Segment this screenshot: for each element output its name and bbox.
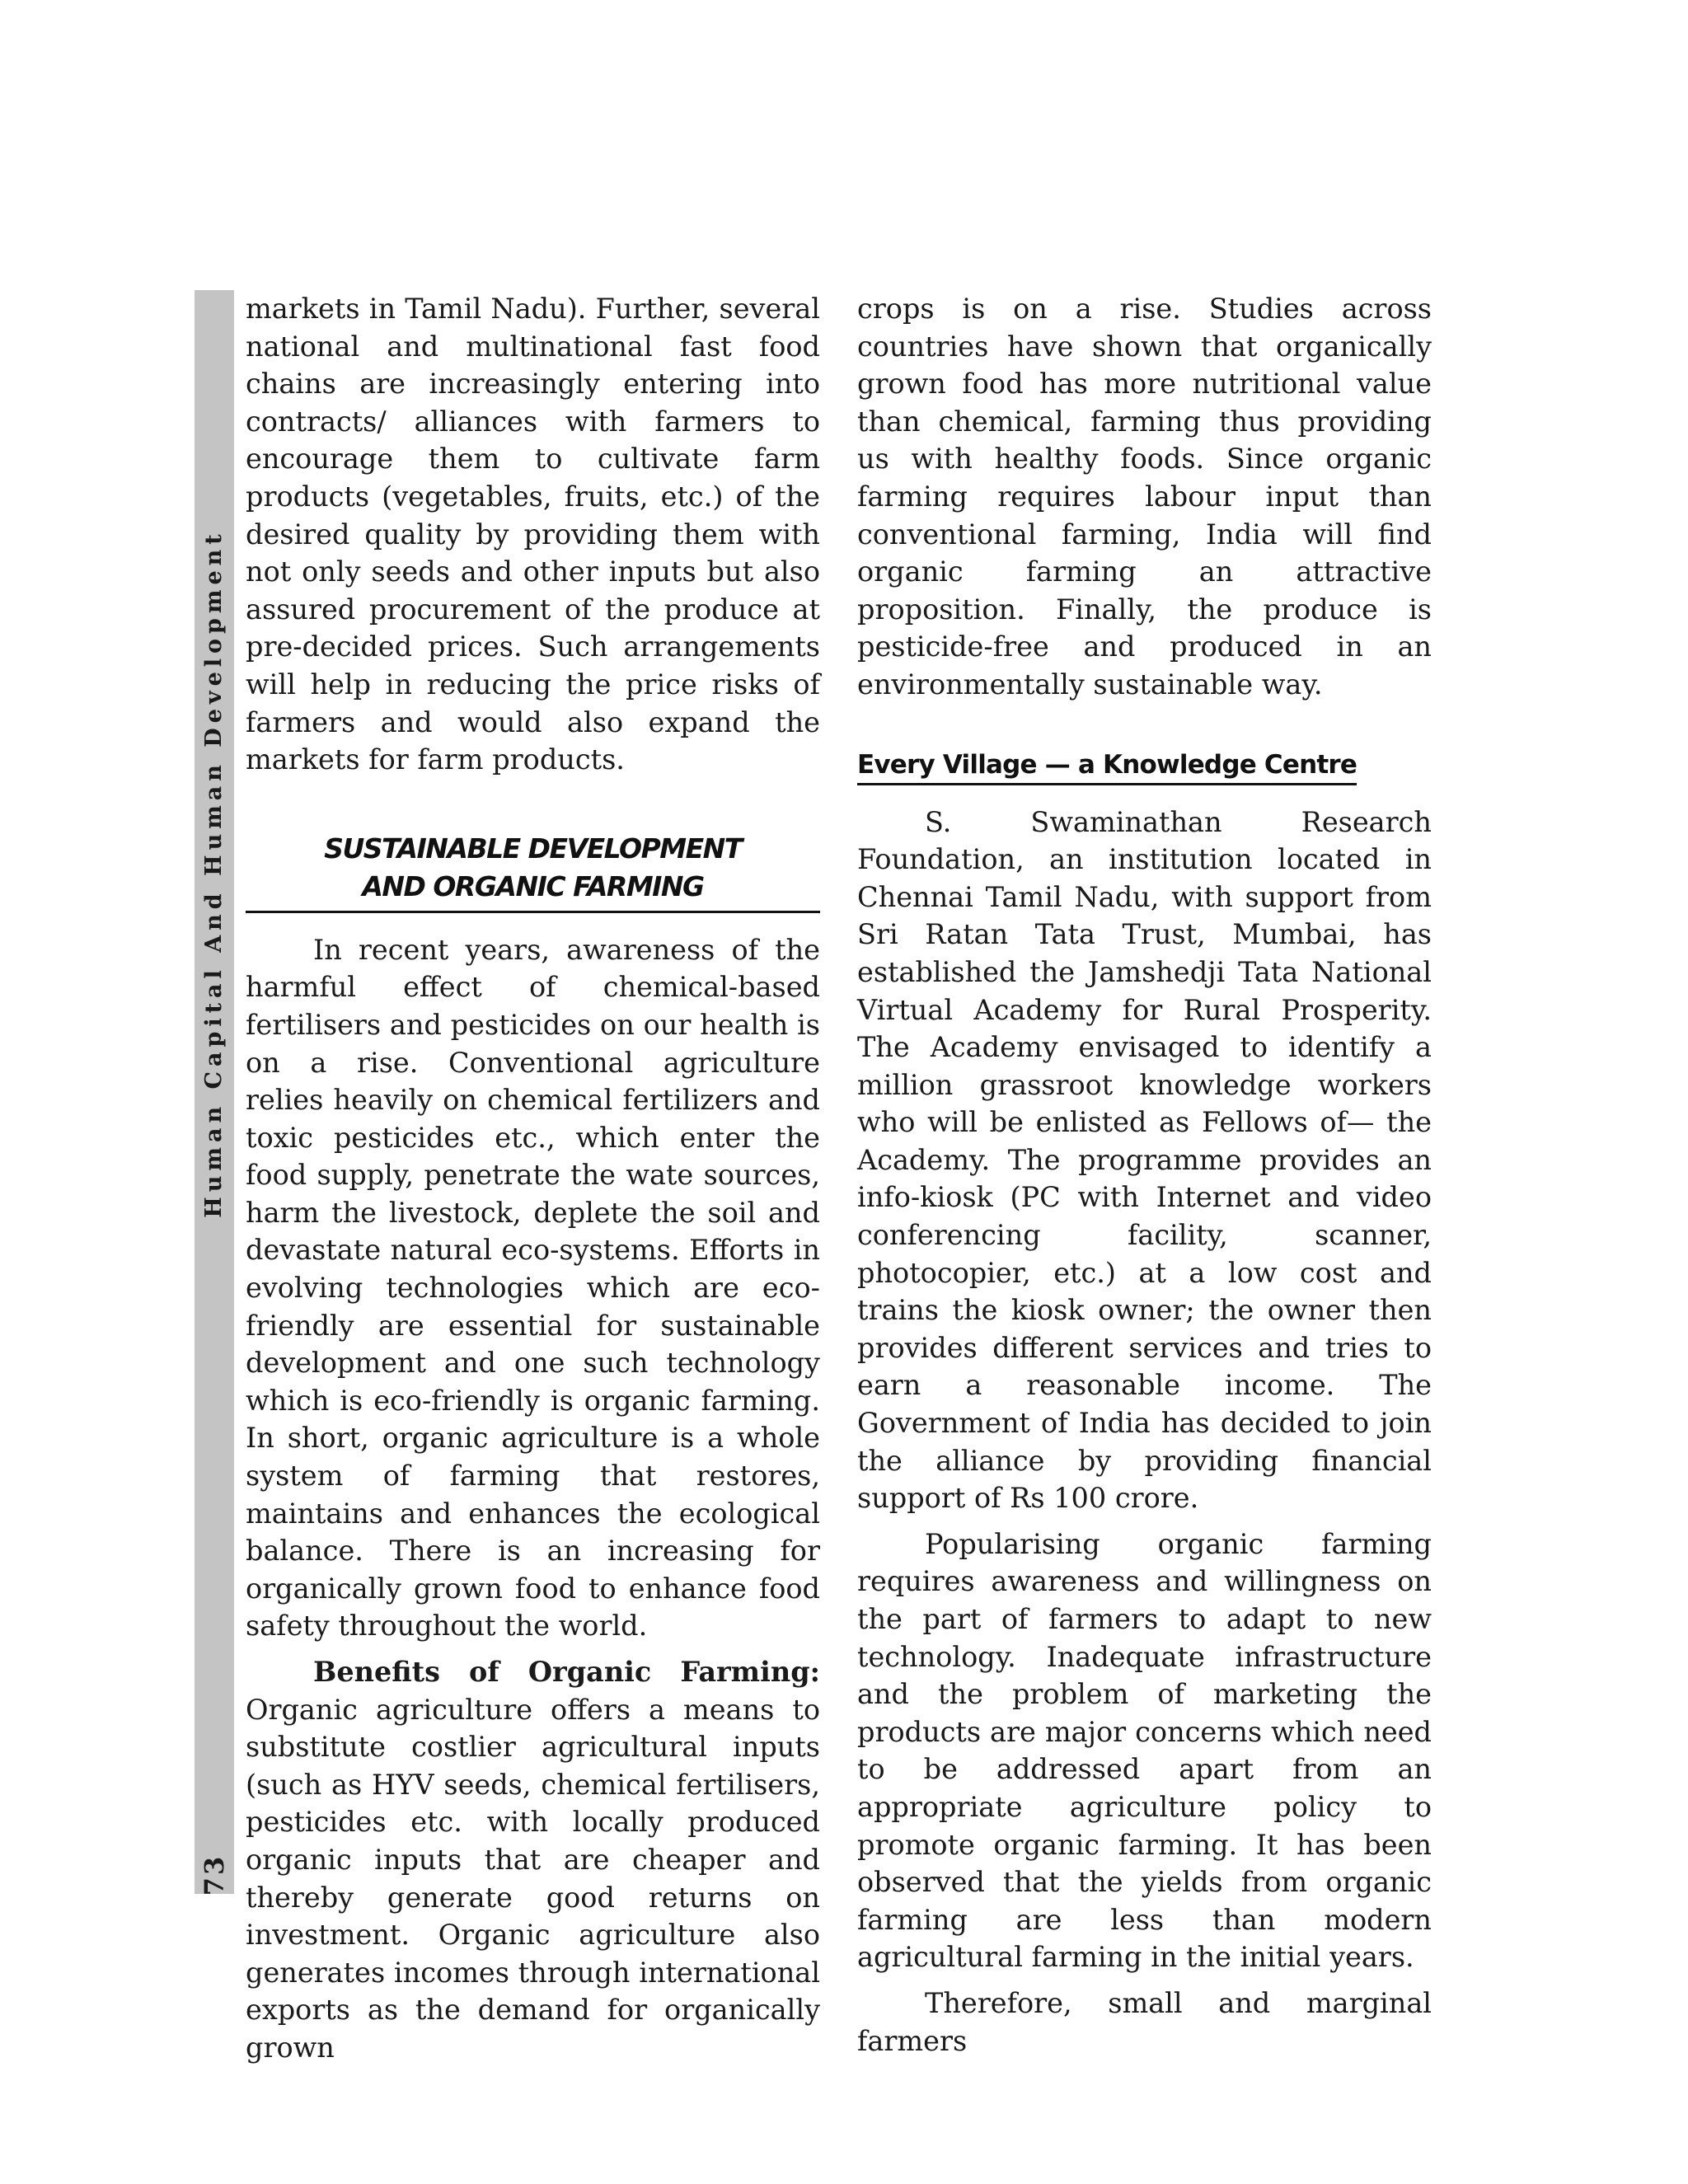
right-column — [857, 290, 1432, 2060]
paragraph-popularising: Popularising organic farming requires awareness and willingness on the part of farmers to adapt to new technology. Inadequate infrastructure and the problem of marketing the products are major concerns which need to be addressed apart from an appropriate agriculture policy to promote organic farming. It has been observed that the yields from organic farming are less than modern agricultural farming in the initial years. — [857, 1527, 1432, 1974]
benefits-text: Organic agriculture offers a means to substitute costlier agricultural inputs (such as HYV seeds, chemical fertilisers, pesticides etc. with locally produced organic inputs that are cheaper and thereby generate good returns on investment. Organic agriculture also generates incomes through international exports as the demand for organically grown — [246, 1693, 820, 2064]
section-heading-rule — [246, 911, 820, 913]
section-heading-line2: AND ORGANIC FARMING — [362, 869, 704, 902]
paragraph-foundation: S. Swaminathan Research Foundation, an institution located in Chennai Tamil Nadu, with support from Sri Ratan Tata Trust, Mumbai, has established the Jamshedji Tata National Virtual Academy for Rural Prosperity. The Academy envisaged to identify a million grassroot knowledge workers who will be enlisted as Fellows of— the Academy. The programme provides an info-kiosk (PC with Internet and video conferencing facility, scanner, photocopier, etc.) at a low cost and trains the kiosk owner; the owner then provides different services and tries to earn a reasonable income. The Government of India has decided to join the alliance by providing financial support of Rs 100 crore. — [857, 805, 1432, 1515]
paragraph-markets: markets in Tamil Nadu). Further, several national and multinational fast food chains are increasingly entering into contracts/ alliances with farmers to encourage them to cultivate farm products (vegetables, fruits, etc.) of the desired quality by providing them with not only seeds and other inputs but also assured procurement of the produce at pre-decided prices. Such arrangements will help in reducing the price risks of farmers and would also expand the markets for farm products. — [246, 293, 820, 776]
page-number: 73 — [199, 1854, 230, 1896]
benefits-lead: Benefits of Organic Farming: — [313, 1656, 820, 1688]
section-heading-line1: SUSTAINABLE DEVELOPMENT — [324, 832, 742, 865]
section-heading — [246, 830, 820, 906]
left-column — [246, 290, 820, 2067]
paragraph-benefits — [246, 1653, 820, 2067]
paragraph-awareness: In recent years, awareness of the harmful effect of chemical-based fertilisers and pesticides on our health is on a rise. Conventional agriculture relies heavily on chemical fertilizers and toxic pesticides etc., which enter the food supply, penetrate the wate sources, harm the livestock, deplete the soil and devastate natural eco-systems. Efforts in evolving technologies which are eco-friendly are essential for sustainable development and one such technology which is eco-friendly is organic farming. In short, organic agriculture is a whole system of farming that restores, maintains and enhances the ecological balance. There is an increasing for organically grown food to enhance food safety throughout the world. — [246, 933, 820, 1643]
subsection-heading: Every Village — a Knowledge Centre — [857, 748, 1357, 785]
running-title: Human Capital And Human Development — [201, 529, 227, 1218]
paragraph-crops: crops is on a rise. Studies across countries have shown that organically grown food has more nutritional value than chemical, farming thus providing us with healthy foods. Since organic farming requires labour input than conventional farming, India will find organic farming an attractive proposition. Finally, the produce is pesticide-free and produced in an environmentally sustainable way. — [857, 293, 1432, 701]
paragraph-therefore: Therefore, small and marginal farmers — [857, 1986, 1432, 2057]
